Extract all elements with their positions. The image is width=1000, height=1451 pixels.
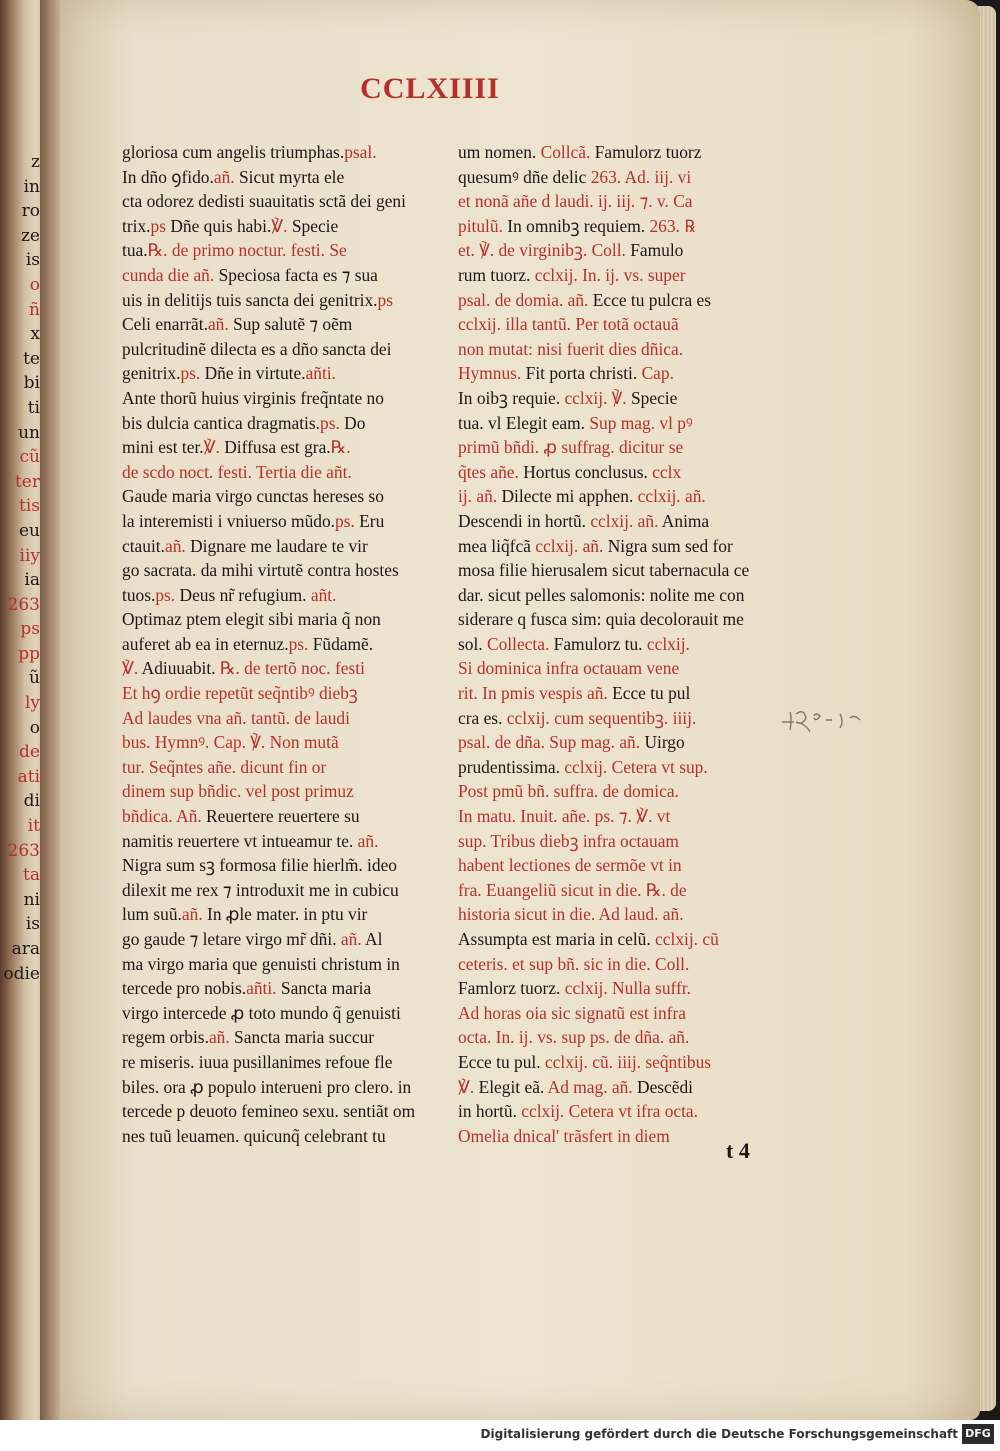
text-line <box>458 804 776 829</box>
left-page-text-fragments <box>2 150 42 986</box>
rubric-text: Post pmũ bñ. suffra. de domica. <box>458 781 679 802</box>
text-line <box>458 534 776 559</box>
rubric-text: pitulũ. <box>458 215 503 236</box>
body-text: um nomen. <box>458 142 537 162</box>
rubric-text: ps. <box>288 633 309 654</box>
text-line <box>458 1001 776 1026</box>
left-page-fragment: ze <box>20 225 40 246</box>
left-page-edge <box>0 0 45 1420</box>
text-line <box>122 1124 434 1149</box>
rubric-text: ℣. <box>122 658 139 679</box>
body-text: Speciosa facta es ⁊ sua <box>214 264 378 285</box>
text-line <box>458 1050 776 1075</box>
rubric-text: cclxij. añ. <box>530 535 604 556</box>
left-page-fragment: odie <box>3 963 40 984</box>
text-line <box>122 829 434 854</box>
text-line <box>458 779 776 804</box>
left-page-fragment: ly <box>24 693 40 714</box>
body-text: pulcritudinẽ dilecta es a dño sancta dei <box>122 338 392 359</box>
rubric-text: Ad mag. añ. <box>544 1076 633 1097</box>
body-text: Diffusa est gra. <box>219 437 331 458</box>
rubric-text: 263. ℞ <box>645 215 696 236</box>
rubric-text: psal. <box>344 142 377 162</box>
body-text: virgo intercede ꝓ toto mundo q̃ genuisti <box>122 1002 401 1023</box>
body-text: Famulorz tuorz <box>590 142 702 162</box>
rubric-text: Ad laudes vna añ. tantũ. de laudi <box>122 707 350 728</box>
text-line <box>122 214 434 239</box>
left-page-fragment: bi <box>23 373 40 394</box>
text-column-right <box>458 140 776 1148</box>
text-line <box>122 779 434 804</box>
text-line <box>458 730 776 755</box>
rubric-text: fra. Euangeliũ sicut in die. ℞. de <box>458 879 687 900</box>
text-line <box>458 853 776 878</box>
text-line <box>122 583 434 608</box>
rubric-text: añ. <box>336 929 362 949</box>
rubric-text: Cap. <box>637 363 674 384</box>
text-line <box>122 263 434 288</box>
body-text: tercede pro nobis. <box>122 978 247 999</box>
text-line <box>458 1025 776 1050</box>
rubric-text: cclxij. Cetera vt ifra octa. <box>516 1101 699 1122</box>
text-line <box>122 607 434 632</box>
rubric-text: rit. In pmis vespis añ. <box>458 683 608 704</box>
text-line <box>122 238 434 263</box>
body-text: Al <box>361 929 383 949</box>
body-text: quesumꝰ dñe delic <box>458 166 587 187</box>
body-text: sol. <box>458 633 483 654</box>
rubric-text: habent lectiones de sermõe vt in <box>458 855 682 876</box>
body-text: Sancta maria <box>276 978 372 999</box>
text-line <box>122 1025 434 1050</box>
body-text: mosa filie hierusalem sicut tabernacula ce <box>458 560 750 581</box>
text-line <box>122 361 434 386</box>
body-text: Ecce tu pulcra es <box>588 289 712 310</box>
rubric-text: cunda die añ. <box>122 264 215 285</box>
body-text: dar. sicut pelles salomonis: nolite me con <box>458 584 745 605</box>
rubric-text: cclxij. Cetera vt sup. <box>559 756 708 777</box>
text-line <box>122 1099 434 1124</box>
rubric-text: octa. In. ij. vs. sup ps. de dña. añ. <box>458 1027 690 1048</box>
left-page-fragment: o <box>29 274 40 295</box>
body-text: Specie <box>287 215 339 236</box>
body-text: Dñe in virtute. <box>200 363 306 384</box>
rubric-text: cclxij. cum sequentibꝫ. iiij. <box>502 707 697 728</box>
text-line <box>458 558 776 583</box>
rubric-text: cclxij. añ. <box>633 486 706 507</box>
body-text: nes tuũ leuamen. quicunq̃ celebrant tu <box>122 1125 386 1146</box>
body-text: Do <box>339 412 366 433</box>
rubric-text: ps. <box>335 510 355 531</box>
text-line <box>458 484 776 509</box>
body-text: Eru <box>354 510 385 531</box>
text-line <box>122 312 434 337</box>
body-text: Gaude maria virgo cunctas hereses so <box>122 486 384 507</box>
rubric-text: Si dominica infra octauam vene <box>458 658 680 679</box>
body-text: trix. <box>122 215 151 236</box>
rubric-text: cclx <box>647 461 682 482</box>
text-line <box>122 460 434 485</box>
left-page-fragment: iiy <box>19 545 40 566</box>
body-text: Dñe quis habi. <box>165 215 272 236</box>
text-line <box>122 755 434 780</box>
body-text: dilexit me rex ⁊ introduxit me in cubicu <box>122 879 399 900</box>
rubric-text: de scdo noct. festi. Tertia die añt. <box>122 461 352 482</box>
body-text: Nigra sum sed for <box>603 535 733 556</box>
left-page-fragment: un <box>18 422 40 443</box>
rubric-text: Ad horas oia sic signatũ est infra <box>458 1002 686 1023</box>
text-line <box>122 952 434 977</box>
text-line <box>458 189 776 214</box>
body-text: Adiuuabit. <box>138 658 216 679</box>
rubric-text: ℣. <box>203 437 220 458</box>
left-page-fragment: ti <box>27 397 40 418</box>
text-line <box>122 411 434 436</box>
rubric-text: añ. <box>213 166 235 187</box>
folio-number: CCLXIIII <box>360 72 500 105</box>
rubric-text: non mutat: nisi fuerit dies dñica. <box>458 338 684 359</box>
body-text: Deus nr̃ refugium. <box>175 584 307 605</box>
text-line <box>122 534 434 559</box>
rubric-text: añ. <box>208 1027 230 1048</box>
rubric-text: ps. <box>180 363 201 384</box>
body-text: siderare q fusca sim: quia decolorauit me <box>458 609 744 630</box>
body-text: Famlorz tuorz. <box>458 978 561 999</box>
rubric-text: et nonã añe d laudi. ij. iij. ⁊. v. Ca <box>458 191 693 212</box>
text-line <box>122 632 434 657</box>
rubric-text: ps. <box>155 584 176 605</box>
rubric-text: sup. Tribus diebꝫ infra octauam <box>458 830 679 851</box>
body-text: namitis reuertere vt intueamur te. <box>122 830 354 851</box>
left-page-fragment: te <box>23 348 40 369</box>
rubric-text: Hymnus. <box>458 363 522 384</box>
rubric-text: Omelia dnical' trãsfert in diem <box>458 1125 670 1146</box>
body-text: cta odorez dedisti suauitatis sctã dei geni <box>122 191 406 212</box>
left-page-fragment: x <box>30 324 40 345</box>
text-line <box>458 607 776 632</box>
rubric-text: ℞. <box>330 437 351 458</box>
text-line <box>122 976 434 1001</box>
body-text: biles. ora ꝓ populo interueni pro clero. in <box>122 1076 412 1097</box>
body-text: Ecce tu pul. <box>458 1051 541 1072</box>
rubric-text: 263. Ad. iij. vi <box>586 166 692 187</box>
text-line <box>122 878 434 903</box>
body-text: gloriosa cum angelis triumphas. <box>122 142 345 162</box>
left-page-fragment: ter <box>14 471 40 492</box>
body-text: Reuertere reuertere su <box>201 806 360 827</box>
text-line <box>122 853 434 878</box>
rubric-text: Collecta. <box>482 633 550 654</box>
rubric-text: ℞. de primo noctur. festi. Se <box>147 240 347 261</box>
body-text: la interemisti i vniuerso mũdo. <box>122 510 336 531</box>
body-text: Fũdamẽ. <box>308 633 374 654</box>
left-page-fragment: ni <box>23 889 40 910</box>
dfg-logo: DFG <box>962 1424 994 1444</box>
rubric-text: et. ℣. de virginibꝫ. Coll. <box>458 240 626 261</box>
text-line <box>122 804 434 829</box>
text-line <box>458 411 776 436</box>
body-text: tuos. <box>122 584 156 605</box>
left-page-fragment: ara <box>11 939 40 959</box>
text-line <box>122 337 434 362</box>
marginal-annotation <box>780 700 880 740</box>
text-line <box>122 730 434 755</box>
text-line <box>458 878 776 903</box>
rubric-text: añt. <box>306 584 337 605</box>
rubric-text: ceteris. et sup bñ. sic in die. Coll. <box>458 953 690 974</box>
left-page-fragment: pp <box>18 643 40 664</box>
body-text: Famulorz tu. <box>549 633 643 654</box>
text-line <box>458 214 776 239</box>
body-text: In omnibꝫ requiem. <box>502 215 646 236</box>
rubric-text: cclxij. ℣. <box>560 387 627 408</box>
rubric-text: añ. <box>207 314 229 335</box>
body-text: Anima <box>658 510 710 531</box>
body-text: Sancta maria succur <box>229 1027 375 1048</box>
body-text: tercede p deuoto femineo sexu. sentiãt om <box>122 1101 416 1122</box>
left-page-fragment: di <box>23 791 40 812</box>
left-page-fragment: de <box>19 742 40 763</box>
rubric-text: cclxij. illa tantũ. Per totã octauã <box>458 314 679 335</box>
text-line <box>458 902 776 927</box>
body-text: Descendi in hortũ. <box>458 510 586 531</box>
body-text: tua. vl Elegit eam. <box>458 412 586 433</box>
left-page-fragment: z <box>31 152 40 172</box>
text-line <box>458 337 776 362</box>
text-line <box>458 976 776 1001</box>
text-line <box>458 927 776 952</box>
rubric-text: cclxij. cũ <box>650 929 719 949</box>
rubric-text: Sup mag. vl pꝰ <box>585 412 693 433</box>
body-text: ctauit. <box>122 535 165 556</box>
body-text: mea liq̃fcã <box>458 535 531 556</box>
body-text: mini est ter. <box>122 437 204 458</box>
left-page-fragment: o <box>29 717 40 738</box>
rubric-text: añ. <box>164 535 186 556</box>
rubric-text: Et hꝯ ordie repetũt seq̃ntibꝰ diebꝫ <box>122 683 358 704</box>
body-text: bis dulcia cantica dragmatis. <box>122 412 320 433</box>
text-line <box>458 1075 776 1100</box>
rubric-text: ℞. de tertõ noc. festi <box>215 658 365 679</box>
text-line <box>458 238 776 263</box>
text-line <box>458 583 776 608</box>
left-page-fragment: cũ <box>19 447 40 468</box>
text-line <box>122 1075 434 1100</box>
text-line <box>122 1001 434 1026</box>
text-line <box>122 435 434 460</box>
rubric-text: Collcã. <box>536 142 591 162</box>
text-line <box>458 386 776 411</box>
rubric-text: ps <box>150 215 166 236</box>
body-text: rum tuorz. <box>458 264 531 285</box>
text-line <box>122 558 434 583</box>
body-text: prudentissima. <box>458 756 560 777</box>
rubric-text: psal. de domia. añ. <box>458 289 589 310</box>
text-line <box>122 386 434 411</box>
text-line <box>122 1050 434 1075</box>
funding-credit: Digitalisierung gefördert durch die Deutsche Forschungsgemeinschaft <box>480 1427 958 1441</box>
body-text: In dño ꝯfido. <box>122 166 214 187</box>
body-text: Fit porta christi. <box>521 363 638 384</box>
text-line <box>458 681 776 706</box>
body-text: In ꝓle mater. in ptu vir <box>202 904 368 925</box>
rubric-text: añti. <box>305 363 336 384</box>
rubric-text: añti. <box>246 978 277 999</box>
body-text: Celi enarrãt. <box>122 314 208 335</box>
left-page-fragment: in <box>23 176 40 197</box>
text-line <box>122 189 434 214</box>
body-text: Descẽdi <box>632 1076 694 1097</box>
body-text: re miseris. iuua pusillanimes refoue fle <box>122 1051 393 1072</box>
body-text: Uirgo <box>640 732 685 753</box>
rubric-text: cclxij. añ. <box>585 510 659 531</box>
left-page-fragment: ro <box>21 201 40 222</box>
text-line <box>122 509 434 534</box>
rubric-text: cclxij. In. ij. vs. super <box>530 264 686 285</box>
text-line <box>122 165 434 190</box>
text-line <box>458 632 776 657</box>
left-page-fragment: is <box>25 914 40 935</box>
text-line <box>458 435 776 460</box>
rubric-text: In matu. Inuit. añe. ps. ⁊. ℣. vt <box>458 806 671 827</box>
left-page-fragment: ia <box>24 570 40 591</box>
text-line <box>122 484 434 509</box>
body-text: Ecce tu pul <box>607 683 691 704</box>
rubric-text: bñdica. Añ. <box>122 806 202 827</box>
text-line <box>458 952 776 977</box>
body-text: uis in delitijs tuis sancta dei genitrix. <box>122 289 378 310</box>
text-line <box>458 706 776 731</box>
left-page-fragment: it <box>27 816 40 837</box>
left-page-fragment: is <box>25 250 40 271</box>
text-line <box>122 706 434 731</box>
left-page-fragment: ñ <box>29 299 40 320</box>
text-line <box>458 509 776 534</box>
body-text: Elegit eã. <box>474 1076 545 1097</box>
rubric-text: q̃tes añe. <box>458 461 519 482</box>
left-page-fragment: 263 <box>7 840 40 861</box>
text-line <box>458 165 776 190</box>
rubric-text: cclxij. cũ. iiij. seq̃ntibus <box>540 1051 712 1072</box>
text-column-left <box>122 140 434 1148</box>
rubric-text: historia sicut in die. Ad laud. añ. <box>458 904 684 925</box>
body-text: tua. <box>122 240 148 261</box>
body-text: genitrix. <box>122 363 181 384</box>
rubric-text: cclxij. Nulla suffr. <box>560 978 691 999</box>
text-line <box>458 288 776 313</box>
body-text: Nigra sum sꝫ formosa filie hierlm̃. ideo <box>122 855 398 876</box>
text-line <box>122 656 434 681</box>
text-line <box>122 681 434 706</box>
signature-mark: t 4 <box>726 1138 750 1163</box>
body-text: Optimaz ptem elegit sibi maria q̃ non <box>122 609 381 630</box>
rubric-text: tur. Seq̃ntes añe. dicunt fin or <box>122 756 327 777</box>
body-text: ma virgo maria que genuisti christum in <box>122 953 400 974</box>
left-page-fragment: ũ <box>29 668 40 689</box>
rubric-text: ps <box>377 289 393 310</box>
body-text: Specie <box>626 387 678 408</box>
left-page-fragment: ati <box>17 766 40 787</box>
rubric-text: ps. <box>320 412 340 433</box>
left-page-fragment: eu <box>18 520 40 541</box>
text-line <box>458 361 776 386</box>
body-text: Ante thorũ huius virginis freq̃ntate no <box>122 387 384 408</box>
text-line <box>122 288 434 313</box>
body-text: In oibꝫ requie. <box>458 387 561 408</box>
left-page-fragment: ps <box>20 619 40 640</box>
body-text: regem orbis. <box>122 1027 209 1048</box>
body-text: go sacrata. da mihi virtutẽ contra hostes <box>122 560 399 581</box>
rubric-text: añ. <box>353 830 379 851</box>
rubric-text: ℣. <box>458 1076 475 1097</box>
rubric-text: ℣. <box>271 215 288 236</box>
text-line <box>122 902 434 927</box>
text-line <box>458 140 776 165</box>
rubric-text: psal. de dña. Sup mag. añ. <box>458 732 641 753</box>
rubric-text: dinem sup bñdic. vel post primuz <box>122 781 354 802</box>
body-text: Assumpta est maria in celũ. <box>458 929 651 949</box>
body-text: Dignare me laudare te vir <box>185 535 368 556</box>
rubric-text: añ. <box>181 904 203 925</box>
text-line <box>458 656 776 681</box>
left-page-fragment: 263 <box>7 594 40 615</box>
body-text: auferet ab ea in eternuz. <box>122 633 289 654</box>
text-line <box>458 312 776 337</box>
body-text: Famulo <box>625 240 684 261</box>
body-text: cra es. <box>458 707 503 728</box>
text-line <box>458 829 776 854</box>
body-text: Hortus conclusus. <box>518 461 648 482</box>
rubric-text: primũ bñdi. ꝓ suffrag. dicitur se <box>458 437 684 458</box>
body-text: Sicut myrta ele <box>234 166 345 187</box>
rubric-text: bus. Hymnꝰ. Cap. ℣. Non mutã <box>122 732 339 753</box>
left-page-fragment: tis <box>19 496 40 517</box>
body-text: lum suũ. <box>122 904 182 925</box>
text-line <box>122 140 434 165</box>
rubric-text: ij. añ. <box>458 486 498 507</box>
text-line <box>122 927 434 952</box>
rubric-text: cclxij. <box>642 633 690 654</box>
left-page-fragment: ta <box>23 865 40 886</box>
body-text: go gaude ⁊ letare virgo mr̃ dñi. <box>122 929 337 949</box>
text-line <box>458 755 776 780</box>
body-text: Sup salutẽ ⁊ oẽm <box>228 314 353 335</box>
text-line <box>458 1099 776 1124</box>
text-line <box>458 263 776 288</box>
body-text: Dilecte mi apphen. <box>497 486 634 507</box>
body-text: in hortũ. <box>458 1101 517 1122</box>
text-line <box>458 460 776 485</box>
